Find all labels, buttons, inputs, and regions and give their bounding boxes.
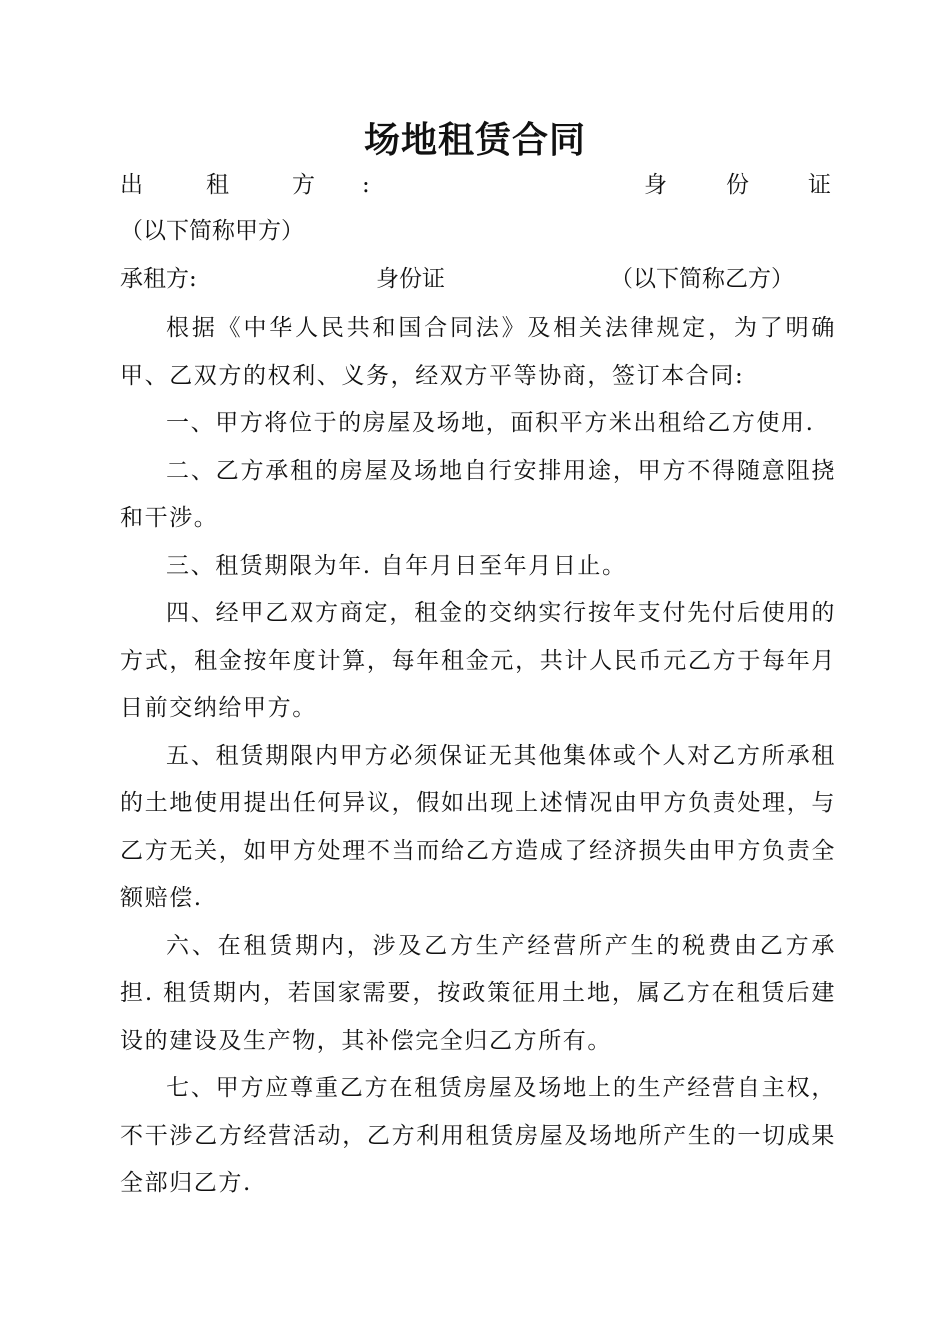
lessee-label: 承租方: (120, 266, 197, 292)
paragraph-clause-3: 三、租赁期限为年. 自年月日至年月日止。 (166, 552, 627, 579)
lessor-label-char: 租 (206, 172, 229, 198)
lessor-id-char: 份 (726, 172, 749, 198)
lessee-line (120, 256, 832, 303)
document-title: 场地租赁合同 (363, 119, 586, 161)
paragraph-clause-5: 五、租赁期限内甲方必须保证无其他集体或个人对乙方所承租的土地使用提出任何异议，假如出现上述情况由甲方负责处理，与乙方无关，如甲方处理不当而给乙方造成了经济损失由甲方负责全额赔偿. (120, 742, 836, 911)
paragraph-clause-1: 一、甲方将位于的房屋及场地，面积平方米出租给乙方使用. (166, 410, 815, 436)
lessor-label-char: 方 (292, 172, 315, 198)
lessor-label-char: : (362, 172, 370, 198)
lessor-alias: （以下简称甲方） (120, 218, 304, 244)
lessor-line (120, 162, 832, 209)
contract-body (120, 305, 836, 1208)
lessee-alias: （以下简称乙方） (610, 266, 794, 292)
lessor-id-char: 证 (808, 172, 831, 198)
paragraph-clause-2: 二、乙方承租的房屋及场地自行安排用途，甲方不得随意阻挠和干涉。 (120, 457, 836, 531)
paragraph-clause-6: 六、在租赁期内，涉及乙方生产经营所产生的税费由乙方承担. 租赁期内，若国家需要，按政策征用土地，属乙方在租赁后建设的建设及生产物，其补偿完全归乙方所有。 (120, 932, 836, 1054)
lessee-id-label: 身份证 (376, 266, 445, 292)
lessor-id-char: 身 (644, 172, 667, 198)
paragraph-intro: 根据《中华人民共和国合同法》及相关法律规定，为了明确甲、乙双方的权利、义务，经双方平等协商，签订本合同: (120, 315, 836, 389)
lessor-label-char: 出 (120, 172, 143, 198)
paragraph-clause-4: 四、经甲乙双方商定，租金的交纳实行按年支付先付后使用的方式，租金按年度计算，每年租金元，共计人民币元乙方于每年月日前交纳给甲方。 (120, 600, 836, 721)
paragraph-clause-7: 七、甲方应尊重乙方在租赁房屋及场地上的生产经营自主权，不干涉乙方经营活动，乙方利用租赁房屋及场地所产生的一切成果全部归乙方. (120, 1075, 836, 1196)
